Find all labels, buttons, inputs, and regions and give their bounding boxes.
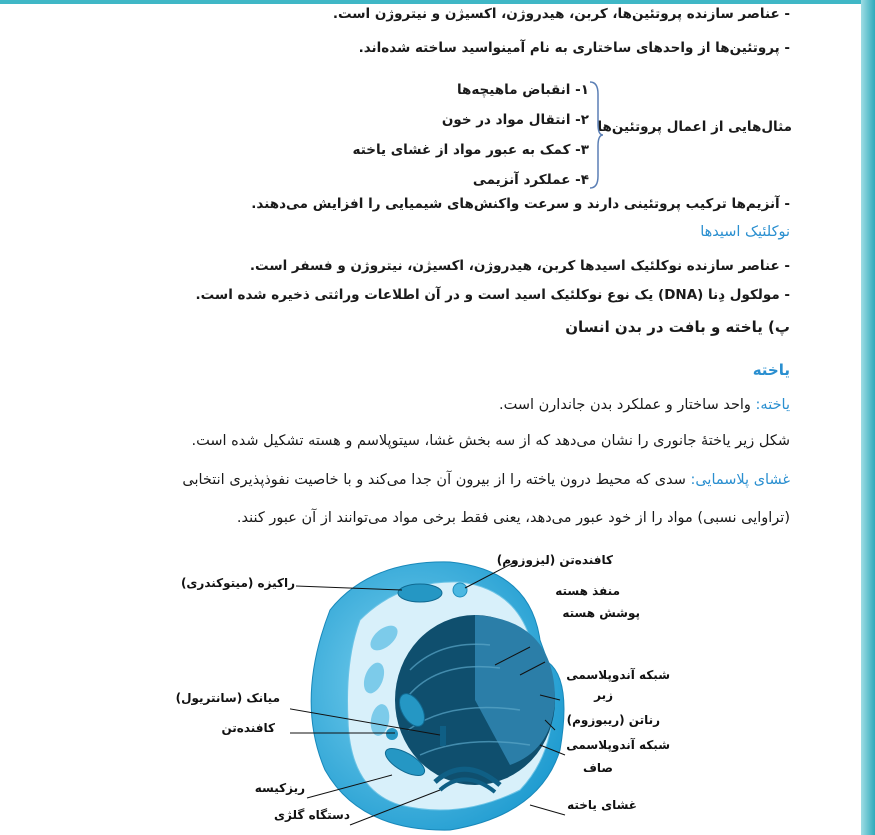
cell-subheading: یاخته xyxy=(752,361,790,379)
nucleic-acids-heading: نوکلئیک اسیدها xyxy=(700,224,790,240)
label-smooth-er: شبکه آندوپلاسمی xyxy=(566,738,670,752)
protein-example-1: ۱- انقباض ماهیچه‌ها xyxy=(456,82,589,98)
curly-brace xyxy=(588,80,604,190)
label-golgi: دستگاه گلژی xyxy=(274,808,350,822)
protein-aminoacid-line: - پروتئین‌ها از واحدهای ساختاری به نام آمینواسید ساخته شده‌اند. xyxy=(358,40,790,56)
protein-elements-line: - عناصر سازنده پروتئین‌ها، کربن، هیدروژن، اکسیژن و نیتروژن است. xyxy=(332,6,790,22)
label-smooth-er-2: صاف xyxy=(582,761,613,775)
protein-examples-label: مثال‌هایی از اعمال پروتئین‌ها xyxy=(597,119,792,135)
cell-definition-text: واحد ساختار و عملکرد بدن جاندارن است. xyxy=(499,397,756,413)
page-right-border xyxy=(861,0,875,835)
label-mitochondria: راکیزه (میتوکندری) xyxy=(180,576,295,590)
protein-example-2: ۲- انتقال مواد در خون xyxy=(441,112,589,128)
cell-term: یاخته: xyxy=(755,397,790,413)
enzymes-line: - آنزیم‌ها ترکیب پروتئینی دارند و سرعت واکنش‌های شیمیایی را افزایش می‌دهند. xyxy=(251,196,790,212)
protein-example-3: ۳- کمک به عبور مواد از غشای یاخته xyxy=(352,142,589,158)
plasma-membrane-text: سدی که محیط درون یاخته را از بیرون آن جدا می‌کند و با خاصیت نفوذپذیری انتخابی xyxy=(182,472,691,488)
label-centriole: میانک (سانتریول) xyxy=(175,691,280,705)
label-nuclear-envelope: پوشش هسته xyxy=(562,606,640,620)
label-ribosome: رناتن (ریبوزوم) xyxy=(566,713,660,727)
figure-intro: شکل زیر یاختهٔ جانوری را نشان می‌دهد که از سه بخش غشا، سیتوپلاسم و هسته تشکیل شده است. xyxy=(191,433,790,449)
label-lysosome-2: کافنده‌تن xyxy=(221,721,275,735)
label-nuclear-pore: منفذ هسته xyxy=(555,584,620,598)
label-vesicle: ریزکیسه xyxy=(254,781,305,795)
animal-cell-illustration xyxy=(290,550,580,835)
protein-example-4: ۴- عملکرد آنزیمی xyxy=(472,172,589,188)
cell-definition xyxy=(499,395,790,415)
label-cell-membrane: غشای یاخته xyxy=(567,798,637,812)
plasma-membrane-definition-cont: (تراوایی نسبی) مواد را از خود عبور می‌دهد، یعنی فقط برخی مواد می‌توانند از آن عبور کنند. xyxy=(236,510,790,526)
section-heading: پ) یاخته و بافت در بدن انسان xyxy=(565,318,790,336)
label-rough-er-2: زبر xyxy=(594,688,613,702)
dna-line: - مولکول دِنا (DNA) یک نوع نوکلئیک اسید است و در آن اطلاعات وراثتی ذخیره شده است. xyxy=(195,287,790,303)
label-rough-er: شبکه آندوپلاسمی xyxy=(566,668,670,682)
plasma-membrane-term: غشای پلاسمایی: xyxy=(690,472,790,488)
label-lysosome: کافنده‌تن (لیزوزوم) xyxy=(496,553,613,567)
nucleic-elements-line: - عناصر سازنده نوکلئیک اسیدها کربن، هیدروژن، اکسیژن، نیتروژن و فسفر است. xyxy=(249,258,790,274)
plasma-membrane-definition xyxy=(182,470,790,490)
